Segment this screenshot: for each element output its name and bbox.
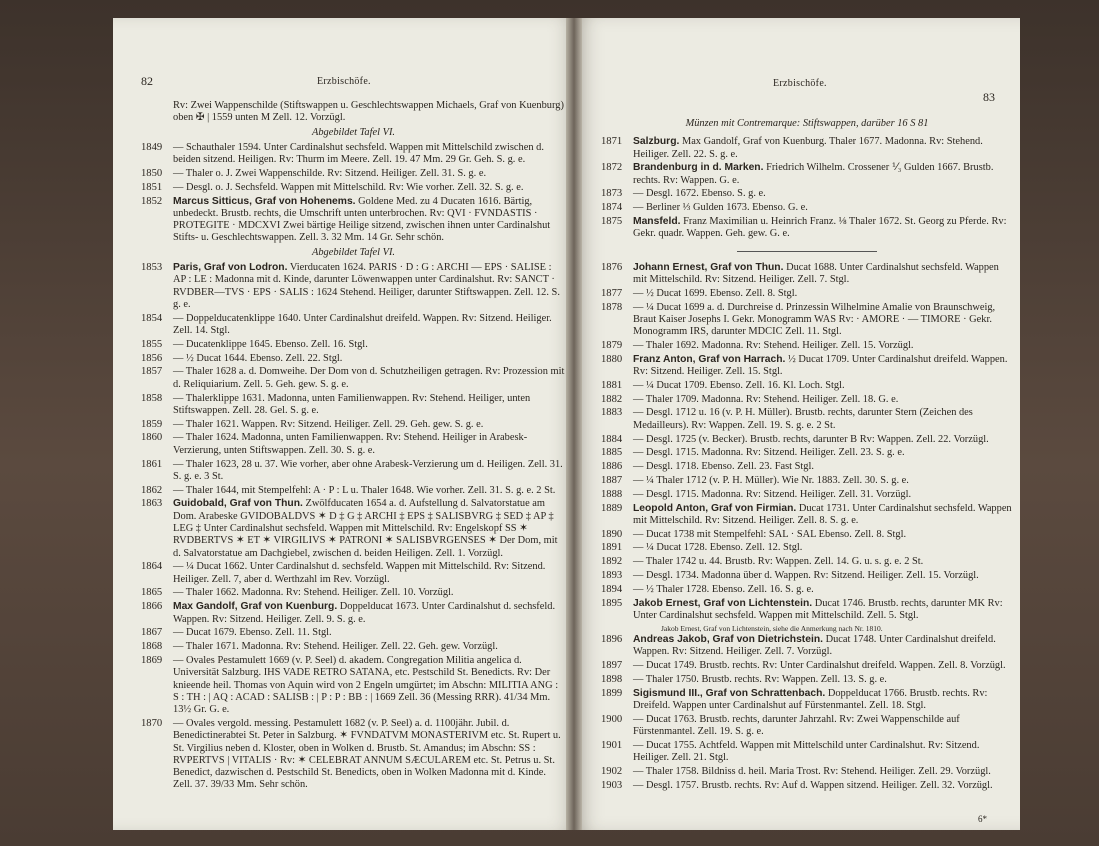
plate-caption: Abgebildet Tafel VI. [311, 246, 396, 258]
catalog-entry [141, 718, 566, 792]
entry-number: 1899 [601, 687, 623, 699]
catalog-entry [141, 655, 566, 716]
entry-number: 1858 [141, 392, 163, 404]
entry-number: 1849 [141, 141, 163, 153]
entry-description: — ½ Ducat 1699. Ebenso. Zell. 8. Stgl. [633, 287, 798, 299]
catalog-entry [141, 196, 566, 245]
entry-description: — Desgl. 1757. Brustb. rechts. Rv: Auf d. Wappen sitzend. Heiliger. Zell. 32. Vorzügl. [633, 779, 993, 791]
entry-description: — Ducat 1749. Brustb. rechts. Rv: Unter Cardinalshut dreifeld. Wappen. Zell. 8. Vorzügl. [633, 660, 1006, 672]
book-gutter [566, 18, 582, 830]
entry-description: Goldene Med. zu 4 Ducaten 1616. Bärtig, unbedeckt. Brustb. rechts, die Umschrift unten unterbrochen. Rv: QVI · FVNDASTIS · PROTEGITE · MDCXVI Zwei bärtige Heilige sitzend, zwischen ihnen unter Cardinalshut Stifts- u. Geschlechtswappen. Zell. 3. 32 Mm. 14 Gr. Sehr schön. [173, 195, 551, 244]
entry-description: — ¼ Ducat 1709. Ebenso. Zell. 16. Kl. Loch. Stgl. [633, 379, 845, 391]
left-page [113, 18, 579, 830]
catalog-entry [601, 740, 1013, 765]
catalog-entry [601, 542, 1013, 554]
entry-description: Friedrich Wilhelm. Crossener ⅟₃ Gulden 1667. Brustb. rechts. Rv: Wappen. G. e. [633, 162, 994, 186]
entry-number: 1870 [141, 717, 163, 729]
page-number-right: 83 [983, 90, 995, 104]
running-header-right: Erzbischöfe. [773, 78, 827, 89]
catalog-entry [141, 142, 566, 167]
entry-number: 1866 [141, 601, 163, 613]
catalog-entry [601, 407, 1013, 432]
entry-description: — Thaler 1750. Brustb. rechts. Rv: Wappen. Zell. 13. S. g. e. [633, 674, 887, 686]
entry-description: — Thaler 1621. Wappen. Rv: Sitzend. Heiliger. Zell. 29. Geh. gew. S. g. e. [173, 418, 484, 430]
entry-description: — Thaler 1662. Madonna. Rv: Stehend. Heiliger. Zell. 10. Vorzügl. [173, 587, 454, 599]
ruler-name: Leopold Anton, Graf von Firmian. [633, 502, 797, 514]
entry-description: — Desgl. 1672. Ebenso. S. g. e. [633, 188, 766, 200]
entry-number: 1902 [601, 766, 623, 778]
entry-number: 1890 [601, 528, 623, 540]
continuation-text: Rv: Zwei Wappenschilde (Stiftswappen u. Geschlechtswappen Michaels, Graf von Kuenburg) oben ✠ | 1559 unten M Zell. 12. Vorzügl. [173, 100, 564, 124]
catalog-entry [141, 182, 566, 194]
entry-description: Ducat 1748. Unter Cardinalshut dreifeld. Wappen. Rv: Sitzend. Heiliger. Zell. 7. Vorzügl. [633, 634, 996, 658]
catalog-entry [601, 598, 1013, 623]
entry-number: 1851 [141, 181, 163, 193]
entry-description: — ¼ Thaler 1712 (v. P. H. Müller). Wie Nr. 1883. Zell. 30. S. g. e. [633, 474, 909, 486]
entry-description: — Desgl. 1725 (v. Becker). Brustb. rechts, darunter B Rv: Wappen. Zell. 22. Vorzügl. [633, 433, 989, 445]
catalog-entry [141, 168, 566, 180]
catalog-entry [601, 766, 1013, 778]
entry-number: 1893 [601, 570, 623, 581]
ruler-name: Brandenburg in d. Marken. [633, 162, 764, 174]
entry-number: 1873 [601, 188, 623, 200]
catalog-entry [601, 461, 1013, 473]
catalog-entry [601, 780, 1013, 792]
entry-description: — Thaler o. J. Zwei Wappenschilde. Rv: Sitzend. Heiliger. Zell. 31. S. g. e. [173, 167, 487, 179]
entry-number: 1867 [141, 627, 163, 639]
entry-number: 1895 [601, 597, 623, 609]
entry-description: — Ovales vergold. messing. Pestamulett 1682 (v. P. Seel) a. d. 1100jähr. Jubil. d. Benedictinerabtei St. Peter in Salzburg. ✶ FVNDATVM MONASTERIVM etc. St. Rupert u. St. Virgilius neben d. Kloster, oben in Wolken d. Brustb. St. Amandus; im Abschn: SS : RVPERTVS | VITALIS · Rv: ✶ CELEBRAT ANNUM SÆCULAREM etc. St. Petrus u. St. Benedict, dazwischen d. Pestschild St. Benedicts, oben in Wolken Madonna mit d. Kinde. Zell. 37. 39/33 Mm. Sehr schön. [173, 717, 561, 791]
catalog-entry [141, 587, 566, 599]
entry-description: — Ovales Pestamulett 1669 (v. P. Seel) d. akadem. Congregation Militia angelica d. Universität Salzburg. IHS VADE RETRO SATANA, etc. Pestschild St. Benedicts. Rv: Der knieende heil. Thomas von Aquin wird von 2 Engeln umgürtet; im Abschn: MILITIA ANG : S : TH : | AQ : ACAD : SALISB : | P : P : BB : | 1669 Zell. 36 (Messing RRR). 41/34 Mm. 13½ Gr. G. e. [173, 654, 559, 716]
entry-number: 1898 [601, 674, 623, 686]
catalog-entry [141, 641, 566, 653]
entry-number: 1856 [141, 352, 163, 364]
catalog-entry [601, 262, 1013, 287]
entry-description: — Thaler 1742 u. 44. Brustb. Rv: Wappen. Zell. 14. G. u. s. g. e. 2 St. [633, 556, 924, 568]
entry-number: 1900 [601, 713, 623, 725]
entry-description: Franz Maximilian u. Heinrich Franz. ⅛ Thaler 1672. St. Georg zu Pferde. Rv: Gekr. quadr. Wappen. Geh. gew. G. e. [633, 216, 1007, 240]
entry-number: 1878 [601, 301, 623, 313]
catalog-entry [601, 529, 1013, 541]
entry-number: 1894 [601, 583, 623, 595]
entry-number: 1883 [601, 407, 623, 419]
entry-description: — Thaler 1624. Madonna, unten Familienwappen. Rv: Stehend. Heiliger in Arabesk-Verzierung, unten Stiftswappen. Zell. 30. S. g. e. [173, 432, 528, 456]
catalog-entry [141, 262, 566, 311]
entry-number: 1868 [141, 641, 163, 653]
entry-number: 1880 [601, 353, 623, 365]
entry-number: 1885 [601, 447, 623, 459]
entry-number: 1864 [141, 561, 163, 573]
entry-number: 1863 [141, 498, 163, 510]
entry-number: 1871 [601, 136, 623, 148]
entry-number: 1852 [141, 195, 163, 207]
entry-description: — Thaler 1758. Bildniss d. heil. Maria Trost. Rv: Stehend. Heiliger. Zell. 29. Vorzügl. [633, 766, 991, 778]
entry-number: 1892 [601, 556, 623, 568]
catalog-entry [601, 434, 1013, 446]
entry-description: — Thaler 1623, 28 u. 37. Wie vorher, aber ohne Arabesk-Verzierung um d. Heiligen. Zell. 31. S. g. e. 3 St. [173, 458, 563, 482]
entry-number: 1850 [141, 167, 163, 179]
entry-description: — Desgl. 1734. Madonna über d. Wappen. Rv: Sitzend. Heiliger. Zell. 15. Vorzügl. [633, 570, 979, 581]
catalog-entry [601, 634, 1013, 659]
entry-number: 1879 [601, 339, 623, 351]
catalog-entry [601, 674, 1013, 686]
ruler-name: Sigismund III., Graf von Schrattenbach. [633, 687, 826, 699]
entry-description: — ¼ Ducat 1662. Unter Cardinalshut d. sechsfeld. Wappen mit Mittelschild. Rv: Sitzend. Heiliger. Zell. 7, aber d. Werthzahl im Rev. Vorzügl. [173, 561, 546, 585]
entry-number: 1869 [141, 654, 163, 666]
catalog-entry [601, 136, 1013, 161]
entry-number: 1853 [141, 262, 163, 274]
entry-description: — Schauthaler 1594. Unter Cardinalshut sechsfeld. Wappen mit Mittelschild zwischen d. beiden sitzend. Heiligen. Rv: Thurm im Meere. Zell. 19. 47 Mm. 29 Gr. Geh. S. g. e. [173, 141, 544, 166]
ruler-name: Marcus Sitticus, Graf von Hohenems. [173, 195, 356, 207]
catalog-entry [141, 459, 566, 484]
entry-description: Ducat 1746. Brustb. rechts, darunter MK Rv: Unter Cardinalshut sechsfeld. Wappen mit Mittelschild. Zell. 5. Stgl. [633, 597, 1003, 621]
entry-number: 1897 [601, 660, 623, 672]
catalog-entry [141, 627, 566, 639]
entry-description: — Desgl. o. J. Sechsfeld. Wappen mit Mittelschild. Rv: Wie vorher. Zell. 32. S. g. e. [173, 181, 524, 193]
entry-number: 1855 [141, 338, 163, 350]
entry-number: 1889 [601, 502, 623, 514]
catalog-entry [601, 660, 1013, 672]
entry-description: Vierducaten 1624. PARIS · D : G : ARCHI — EPS · SALISE : AP : LE : Madonna mit d. Kinde, darunter Löwenwappen unter Cardinalshut. Rv: SANCT · RVDBER—TVS · EPS · SALIS : 1624 Stehend. Heiliger, darunter Stiftswappen. Zell. 12. S. g. e. [173, 262, 560, 310]
entry-number: 1861 [141, 458, 163, 470]
entry-description: — Thaler 1644, mit Stempelfehl: A · P : L u. Thaler 1648. Wie vorher. Zell. 31. S. g. e. 2 St. [173, 484, 556, 496]
entry-description: Doppelducat 1673. Unter Cardinalshut d. sechsfeld. Wappen. Rv: Sitzend. Heiliger. Zell. 9. S. g. e. [173, 601, 556, 625]
entry-number: 1872 [601, 162, 623, 174]
catalog-entry [601, 202, 1013, 214]
ruler-name: Andreas Jakob, Graf von Dietrichstein. [633, 634, 823, 646]
ruler-name: Paris, Graf von Lodron. [173, 262, 288, 274]
entry-number: 1874 [601, 202, 623, 214]
catalog-entry [141, 601, 566, 626]
catalog-entry [601, 688, 1013, 713]
catalog-entry [141, 561, 566, 586]
entry-description: — Desgl. 1718. Ebenso. Zell. 23. Fast Stgl. [633, 461, 814, 473]
annotation-note: Jakob Ernest, Graf von Lichtenstein, siehe die Anmerkung nach Nr. 1810. [661, 623, 883, 633]
entry-description: — Ducat 1738 mit Stempelfehl: SAL · SAL Ebenso. Zell. 8. Stgl. [633, 528, 907, 540]
catalog-entry [601, 489, 1013, 501]
entry-description: — Thaler 1671. Madonna. Rv: Stehend. Heiliger. Zell. 22. Geh. gew. Vorzügl. [173, 641, 498, 653]
ruler-name: Jakob Ernest, Graf von Lichtenstein. [633, 597, 813, 609]
ruler-name: Guidobald, Graf von Thun. [173, 498, 303, 510]
entry-description: — Berliner ⅓ Gulden 1673. Ebenso. G. e. [633, 202, 808, 214]
ruler-name: Franz Anton, Graf von Harrach. [633, 353, 786, 365]
entry-number: 1857 [141, 366, 163, 378]
entry-description: — Doppelducatenklippe 1640. Unter Cardinalshut dreifeld. Wappen. Rv: Sitzend. Heiliger. Zell. 14. Stgl. [173, 312, 552, 337]
entry-description: Zwölfducaten 1654 a. d. Aufstellung d. Salvatorstatue am Dom. Arabeske GVIDOBALDVS ✶ D ‡ G ‡ ARCHI ‡ EPS ‡ SALISBVRG ‡ SED ‡ AP ‡ LEG ‡ Unter Cardinalshut sechsfeld. Wappen mit Mittelschild. Rv: Engelskopf SS ✶ RVDBERTVS ✶ ET ✶ VIRGILIVS ✶ PATRONI ✶ SALISBVRGENSES ✶ Der Dom, mit d. Salvatorstatue am Dachgiebel, zwischen d. beiden Heiligen. Zell. 1. Vorzügl. [173, 498, 558, 559]
catalog-entry [601, 503, 1013, 528]
entry-description: — Thaler 1692. Madonna. Rv: Stehend. Heiliger. Zell. 15. Vorzügl. [633, 339, 914, 351]
entry-description: Ducat 1731. Unter Cardinalshut sechsfeld. Wappen mit Mittelschild. Rv: Sitzend. Heiliger. Zell. 8. S. g. e. [633, 502, 1012, 526]
right-page [573, 18, 1020, 830]
catalog-entry [141, 485, 566, 497]
entry-number: 1865 [141, 587, 163, 599]
ruler-name: Mansfeld. [633, 216, 681, 228]
page-number-left: 82 [141, 74, 153, 88]
catalog-entry [141, 339, 566, 351]
entry-number: 1854 [141, 312, 163, 324]
catalog-entry [141, 313, 566, 338]
catalog-entry [601, 340, 1013, 352]
entry-description: — ½ Ducat 1644. Ebenso. Zell. 22. Stgl. [173, 352, 343, 364]
entry-description: — Ducatenklippe 1645. Ebenso. Zell. 16. Stgl. [173, 338, 368, 350]
entry-number: 1882 [601, 393, 623, 405]
catalog-entry [601, 556, 1013, 568]
entry-number: 1903 [601, 779, 623, 791]
signature-mark: 6* [978, 814, 987, 824]
catalog-entry [601, 354, 1013, 379]
ruler-name: Salzburg. [633, 136, 680, 148]
section-divider [737, 251, 877, 252]
entry-description: — ½ Thaler 1728. Ebenso. Zell. 16. S. g. e. [633, 583, 814, 595]
right-text-column [601, 98, 1013, 794]
entry-description: — Desgl. 1715. Madonna. Rv: Sitzend. Heiliger. Zell. 31. Vorzügl. [633, 488, 912, 500]
entry-description: — Ducat 1755. Achtfeld. Wappen mit Mittelschild unter Cardinalshut. Rv: Sitzend. Heiliger. Zell. 21. Stgl. [633, 740, 980, 764]
entry-description: — Desgl. 1712 u. 16 (v. P. H. Müller). Brustb. rechts, darunter Stern (Zeichen des Medailleurs). Rv: Wappen. Zell. 19. S. g. e. 2 St. [633, 407, 973, 431]
entry-description: — Ducat 1763. Brustb. rechts, darunter Jahrzahl. Rv: Zwei Wappenschilde auf Fürstenmantel. Zell. 19. S. g. e. [633, 713, 960, 738]
ruler-name: Max Gandolf, Graf von Kuenburg. [173, 601, 338, 613]
entry-number: 1891 [601, 542, 623, 554]
entry-number: 1877 [601, 287, 623, 299]
entry-description: — Thalerklippe 1631. Madonna, unten Familienwappen. Rv: Stehend. Heiliger, unten Stiftswappen. Zell. 28. Gel. S. g. e. [173, 392, 531, 416]
catalog-entry [141, 419, 566, 431]
entry-number: 1884 [601, 433, 623, 445]
catalog-entry [601, 302, 1013, 339]
catalog-entry [601, 288, 1013, 300]
entry-number: 1901 [601, 740, 623, 752]
catalog-entry [601, 188, 1013, 200]
catalog-entry [601, 216, 1013, 241]
entry-number: 1875 [601, 216, 623, 228]
entry-number: 1881 [601, 379, 623, 391]
entry-description: — ¼ Ducat 1699 a. d. Durchreise d. Prinzessin Wilhelmine Amalie von Braunschweig, Braut Kaiser Josephs I. Gekr. Monogramm WAS Rv: · AMORE · — TIMORE · Gekr. Monogramm IRS, darunter MDCIC Zell. 11. Stgl. [633, 301, 996, 338]
entry-description: — Thaler 1709. Madonna. Rv: Stehend. Heiliger. Zell. 18. G. e. [633, 393, 899, 405]
catalog-entry [601, 714, 1013, 739]
entry-description: — Ducat 1679. Ebenso. Zell. 11. Stgl. [173, 627, 332, 639]
entry-description: — ¼ Ducat 1728. Ebenso. Zell. 12. Stgl. [633, 542, 803, 554]
catalog-entry [601, 162, 1013, 187]
left-text-column [141, 100, 566, 793]
entry-description: Ducat 1688. Unter Cardinalshut sechsfeld. Wappen mit Mittelschild. Rv: Sitzend. Heiliger. Zell. 7. Stgl. [633, 261, 999, 285]
catalog-entry [141, 366, 566, 391]
entry-description: — Desgl. 1715. Madonna. Rv: Sitzend. Heiliger. Zell. 23. S. g. e. [633, 447, 905, 459]
catalog-entry [601, 570, 1013, 582]
entry-number: 1896 [601, 634, 623, 646]
entry-description: — Thaler 1628 a. d. Domweihe. Der Dom von d. Schutzheiligen getragen. Rv: Prozession mit d. Reliquiarium. Zell. 5. Geh. gew. S. g. e. [173, 366, 565, 390]
entry-description: Doppelducat 1766. Brustb. rechts. Rv: Dreifeld. Wappen unter Cardinalshut auf Fürstenmantel. Zell. 18. Stgl. [633, 687, 988, 712]
catalog-entry [141, 353, 566, 365]
entry-number: 1887 [601, 474, 623, 486]
catalog-entry [141, 393, 566, 418]
entry-number: 1886 [601, 461, 623, 473]
catalog-entry [141, 432, 566, 457]
entry-number: 1860 [141, 432, 163, 444]
catalog-entry [601, 380, 1013, 392]
catalog-entry [601, 584, 1013, 596]
catalog-entry [601, 394, 1013, 406]
running-header-left: Erzbischöfe. [317, 76, 371, 87]
catalog-entry [141, 498, 566, 559]
entry-number: 1876 [601, 261, 623, 273]
entry-number: 1859 [141, 418, 163, 430]
ruler-name: Johann Ernest, Graf von Thun. [633, 261, 784, 273]
catalog-entry [601, 447, 1013, 459]
entry-description: ½ Ducat 1709. Unter Cardinalshut dreifeld. Wappen. Rv: Sitzend. Heiliger. Zell. 15. Stgl. [633, 353, 1008, 378]
entry-description: Max Gandolf, Graf von Kuenburg. Thaler 1677. Madonna. Rv: Stehend. Heiliger. Zell. 22. S. g. e. [633, 136, 983, 160]
section-subheading: Münzen mit Contremarque: Stiftswappen, darüber 16 S 81 [685, 118, 929, 129]
catalog-entry [601, 475, 1013, 487]
entry-number: 1888 [601, 488, 623, 500]
plate-caption: Abgebildet Tafel VI. [311, 126, 396, 138]
entry-number: 1862 [141, 484, 163, 496]
